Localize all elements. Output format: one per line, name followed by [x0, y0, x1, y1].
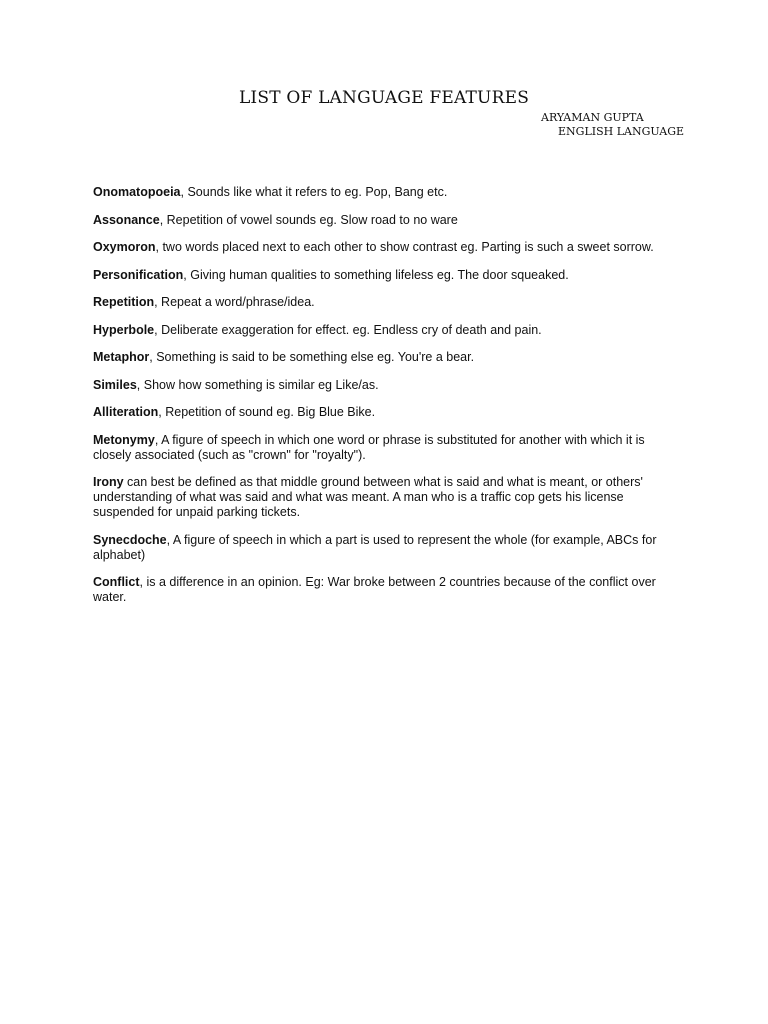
feature-definition: , is a difference in an opinion. Eg: War broke between 2 countries because of the conflict over water. — [93, 575, 656, 604]
subject-name: ENGLISH LANGUAGE — [558, 125, 685, 138]
feature-definition: , Repetition of sound eg. Big Blue Bike. — [158, 405, 376, 419]
feature-definition: , Giving human qualities to something lifeless eg. The door squeaked. — [183, 267, 569, 282]
list-item — [93, 405, 658, 420]
feature-term: Metaphor — [93, 350, 150, 364]
feature-list — [93, 185, 658, 618]
feature-term: Oxymoron — [93, 240, 156, 254]
feature-term: Repetition — [93, 295, 155, 309]
feature-term: Irony — [93, 475, 124, 489]
feature-definition: can best be defined as that middle ground between what is said and what is meant, or others' understanding of what was said and what was meant. A man who is a traffic cop gets his license suspended for unpaid parking tickets. — [93, 475, 643, 519]
list-item — [93, 268, 658, 283]
list-item — [93, 575, 658, 605]
feature-term: Similes — [93, 377, 137, 392]
feature-definition: , Show how something is similar eg Like/as. — [136, 377, 379, 392]
list-item — [93, 295, 658, 310]
feature-term: Conflict — [93, 575, 140, 589]
feature-definition: , A figure of speech in which a part is used to represent the whole (for example, ABCs for alphabet) — [93, 532, 657, 562]
list-item — [93, 433, 658, 463]
feature-definition: , Something is said to be something else eg. You're a bear. — [149, 350, 475, 364]
feature-term: Synecdoche — [93, 532, 167, 547]
feature-term: Metonymy — [93, 432, 155, 447]
feature-definition: , Repetition of vowel sounds eg. Slow road to no ware — [159, 212, 458, 227]
list-item — [93, 350, 658, 365]
list-item — [93, 378, 658, 393]
author-name: ARYAMAN GUPTA — [541, 111, 644, 124]
list-item — [93, 323, 658, 338]
list-item — [93, 475, 658, 520]
list-item — [93, 213, 658, 228]
page-title: LIST OF LANGUAGE FEATURES — [238, 88, 530, 108]
feature-term: Alliteration — [93, 405, 159, 419]
list-item — [93, 533, 658, 563]
list-item — [93, 185, 658, 200]
list-item — [93, 240, 658, 255]
feature-definition: , Repeat a word/phrase/idea. — [154, 295, 315, 309]
feature-term: Personification — [93, 267, 184, 282]
feature-term: Assonance — [93, 212, 160, 227]
feature-definition: , Deliberate exaggeration for effect. eg. Endless cry of death and pain. — [154, 322, 542, 337]
feature-term: Onomatopoeia — [93, 185, 181, 199]
feature-definition: , two words placed next to each other to show contrast eg. Parting is such a sweet sorrow. — [155, 240, 654, 254]
feature-term: Hyperbole — [93, 322, 155, 337]
feature-definition: , Sounds like what it refers to eg. Pop, Bang etc. — [180, 185, 448, 199]
feature-definition: , A figure of speech in which one word or phrase is substituted for another with which it is closely associated (such as "crown" for "royalty"). — [93, 432, 645, 462]
